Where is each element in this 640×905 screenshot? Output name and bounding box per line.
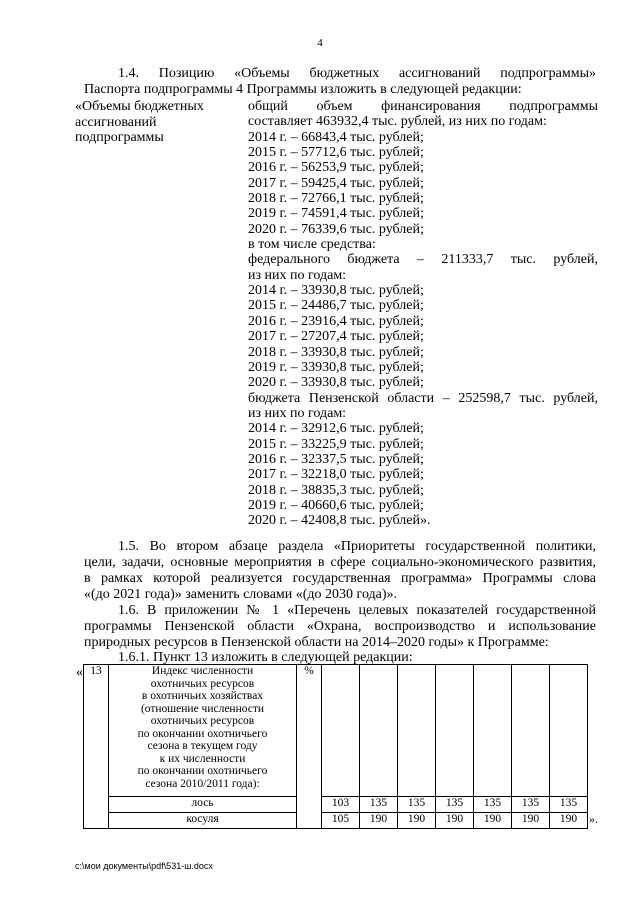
funding-year: 2019 г. – 33930,8 тыс. рублей; <box>248 359 424 375</box>
paragraph-1-6 <box>84 603 596 651</box>
label-line: ассигнований <box>75 114 157 130</box>
funding-year: 2016 г. – 56253,9 тыс. рублей; <box>248 160 424 176</box>
paragraph-1-4 <box>84 66 596 98</box>
funding-year: 2018 г. – 33930,8 тыс. рублей; <box>248 344 424 360</box>
value-cell: 135 <box>512 797 550 813</box>
passport-position-label <box>75 99 204 146</box>
value-cell <box>550 665 588 797</box>
paragraph-line: 1.6.1. Пункт 13 изложить в следующей редакции: <box>118 650 413 665</box>
paragraph-line: цели, задачи, основные мероприятия в сфере социально-экономического развития, <box>84 555 596 570</box>
value-cell: 135 <box>360 797 398 813</box>
funding-year: 2017 г. – 59425,4 тыс. рублей; <box>248 175 424 191</box>
paragraph-1-5 <box>84 539 596 603</box>
paragraph-line: «(до 2021 года)» заменить словами «(до 2030 года)». <box>84 587 398 602</box>
value-cell: 190 <box>436 813 474 829</box>
funding-line: составляет 463932,4 тыс. рублей, из них по годам: <box>248 114 547 130</box>
value-cell: 190 <box>360 813 398 829</box>
value-cell: 103 <box>322 797 360 813</box>
close-quote: ». <box>589 812 598 826</box>
paragraph-line: 1.5. Во втором абзаце раздела «Приоритеты государственной политики, <box>118 539 596 554</box>
page-number: 4 <box>317 37 323 49</box>
unit-cell: % <box>297 665 322 829</box>
paragraph-line: программы Пензенской области «Охрана, воспроизводство и использование <box>84 619 596 634</box>
species-name: косуля <box>109 813 297 829</box>
funding-volumes <box>248 99 598 529</box>
value-cell <box>360 665 398 797</box>
table-row <box>84 813 588 829</box>
indicator-name: Индекс численности охотничьих ресурсов в охотничьих хозяйствах (отношение численности охотничьих ресурсов по окончании охотничьего сезона в текущем году к их численности по окончании охотничьего сезона 2010/2011 года): <box>109 665 297 797</box>
table-row <box>84 665 588 797</box>
value-cell: 135 <box>398 797 436 813</box>
funding-line: общий объем финансирования подпрограммы <box>248 99 598 114</box>
funding-year: 2015 г. – 57712,6 тыс. рублей; <box>248 145 424 161</box>
value-cell: 190 <box>474 813 512 829</box>
value-cell: 105 <box>322 813 360 829</box>
funding-year: 2019 г. – 40660,6 тыс. рублей; <box>248 497 424 513</box>
funding-line: из них по годам: <box>248 267 347 283</box>
funding-year: 2020 г. – 33930,8 тыс. рублей; <box>248 375 424 391</box>
label-line: «Объемы бюджетных <box>75 99 204 114</box>
funding-year: 2016 г. – 32337,5 тыс. рублей; <box>248 451 424 467</box>
value-cell: 190 <box>398 813 436 829</box>
funding-year: 2020 г. – 42408,8 тыс. рублей». <box>248 513 431 529</box>
value-cell <box>474 665 512 797</box>
funding-line: бюджета Пензенской области – 252598,7 тыс. рублей, <box>248 390 598 406</box>
value-cell <box>512 665 550 797</box>
funding-year: 2014 г. – 66843,4 тыс. рублей; <box>248 129 424 145</box>
value-cell: 190 <box>512 813 550 829</box>
paragraph-line: природных ресурсов в Пензенской области на 2014–2020 годы» к Программе: <box>84 635 549 650</box>
funding-year: 2014 г. – 32912,6 тыс. рублей; <box>248 421 424 437</box>
value-cell <box>322 665 360 797</box>
funding-line: из них по годам: <box>248 405 347 421</box>
funding-line: федерального бюджета – 211333,7 тыс. рублей, <box>248 252 598 268</box>
open-quote: « <box>76 665 83 680</box>
funding-year: 2015 г. – 24486,7 тыс. рублей; <box>248 298 424 314</box>
funding-year: 2018 г. – 38835,3 тыс. рублей; <box>248 482 424 498</box>
label-line: подпрограммы <box>75 130 164 145</box>
species-name: лось <box>109 797 297 813</box>
funding-year: 2015 г. – 33225,9 тыс. рублей; <box>248 436 424 452</box>
funding-year: 2014 г. – 33930,8 тыс. рублей; <box>248 283 424 299</box>
paragraph-line: 1.6. В приложении № 1 «Перечень целевых показателей государственной <box>118 603 596 618</box>
paragraph-line: в рамках которой реализуется государственная программа» Программы слова <box>84 571 596 586</box>
funding-year: 2019 г. – 74591,4 тыс. рублей; <box>248 206 424 222</box>
value-cell: 135 <box>474 797 512 813</box>
funding-year: 2017 г. – 27207,4 тыс. рублей; <box>248 329 424 345</box>
table-row <box>84 797 588 813</box>
funding-year: 2016 г. – 23916,4 тыс. рублей; <box>248 313 424 329</box>
funding-year: 2018 г. – 72766,1 тыс. рублей; <box>248 191 424 207</box>
value-cell: 190 <box>550 813 588 829</box>
funding-year: 2020 г. – 76339,6 тыс. рублей; <box>248 221 424 237</box>
value-cell: 135 <box>436 797 474 813</box>
row-number: 13 <box>84 665 109 829</box>
value-cell: 135 <box>550 797 588 813</box>
file-path-footer: c:\мои документы\pdf\531-ш.docx <box>75 861 213 871</box>
funding-line: в том числе средства: <box>248 237 376 253</box>
funding-year: 2017 г. – 32218,0 тыс. рублей; <box>248 467 424 483</box>
paragraph-line: Паспорта подпрограммы 4 Программы изложить в следующей редакции: <box>84 82 522 97</box>
value-cell <box>398 665 436 797</box>
indicator-table <box>83 664 588 829</box>
value-cell <box>436 665 474 797</box>
paragraph-line: 1.4. Позицию «Объемы бюджетных ассигнований подпрограммы» <box>118 66 596 81</box>
